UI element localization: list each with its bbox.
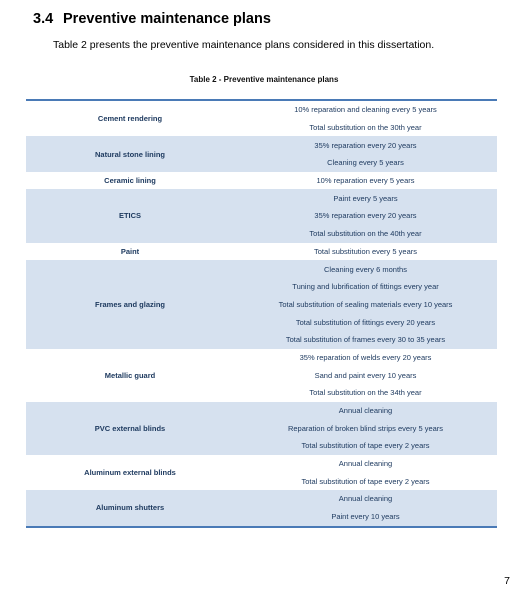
maintenance-action: Annual cleaning — [338, 406, 393, 416]
maintenance-action: Total substitution of frames every 30 to 35 years — [285, 335, 446, 345]
maintenance-action: Tuning and lubrification of fittings every year — [292, 282, 439, 292]
element-name: PVC external blinds — [94, 423, 166, 433]
maintenance-action: Paint every 10 years — [331, 512, 400, 522]
element-name: Natural stone lining — [94, 149, 165, 159]
maintenance-table — [26, 99, 497, 528]
section-heading — [33, 11, 271, 27]
element-name: Ceramic lining — [104, 176, 156, 186]
element-name: Aluminum external blinds — [84, 467, 176, 477]
maintenance-action: Cleaning every 5 years — [327, 158, 404, 168]
action-list — [234, 402, 497, 455]
action-list — [234, 101, 497, 136]
maintenance-action: 10% reparation every 5 years — [316, 176, 415, 186]
action-list — [234, 260, 497, 348]
maintenance-action: Total substitution of sealing materials every 10 years — [278, 299, 453, 309]
action-list — [234, 136, 497, 171]
element-name: Aluminum shutters — [95, 503, 165, 513]
section-title: Preventive maintenance plans — [63, 11, 271, 27]
maintenance-action: Total substitution of tape every 2 years — [301, 476, 430, 486]
action-list — [234, 189, 497, 242]
maintenance-action: Reparation of broken blind strips every 5 years — [287, 423, 444, 433]
table-row — [26, 189, 497, 242]
maintenance-action: Annual cleaning — [338, 459, 393, 469]
table-row — [26, 101, 497, 136]
element-name: Frames and glazing — [94, 299, 166, 309]
element-name: ETICS — [118, 211, 142, 221]
table-row — [26, 402, 497, 455]
element-name: Metallic guard — [104, 370, 156, 380]
table-row — [26, 349, 497, 402]
maintenance-action: 35% reparation every 20 years — [314, 140, 417, 150]
maintenance-action: Sand and paint every 10 years — [314, 370, 417, 380]
action-list — [234, 490, 497, 525]
table-row — [26, 490, 497, 525]
maintenance-action: 10% reparation and cleaning every 5 years — [294, 105, 437, 115]
table-row — [26, 172, 497, 190]
table-row — [26, 136, 497, 171]
table-caption: Table 2 - Preventive maintenance plans — [189, 75, 339, 84]
maintenance-action: Total substitution on the 40th year — [309, 229, 422, 239]
element-name: Cement rendering — [97, 114, 163, 124]
table-row — [26, 243, 497, 261]
maintenance-action: Total substitution of tape every 2 years — [301, 441, 430, 451]
element-name: Paint — [120, 246, 140, 256]
maintenance-action: Paint every 5 years — [333, 193, 398, 203]
maintenance-action: Total substitution of fittings every 20 years — [295, 317, 436, 327]
table-row — [26, 260, 497, 348]
action-list — [234, 455, 497, 490]
maintenance-action: Total substitution every 5 years — [314, 246, 417, 256]
page-number: 7 — [504, 575, 510, 587]
maintenance-action: 35% reparation every 20 years — [314, 211, 417, 221]
table-row — [26, 455, 497, 490]
intro-paragraph: Table 2 presents the preventive maintenance plans considered in this dissertation. — [53, 39, 435, 51]
action-list — [234, 243, 497, 261]
maintenance-action: Total substitution on the 30th year — [309, 123, 422, 133]
maintenance-action: 35% reparation of welds every 20 years — [299, 352, 432, 362]
maintenance-action: Total substitution on the 34th year — [309, 388, 422, 398]
section-number: 3.4 — [33, 11, 54, 27]
action-list — [234, 172, 497, 190]
maintenance-action: Annual cleaning — [338, 494, 393, 504]
maintenance-action: Cleaning every 6 months — [324, 264, 407, 274]
action-list — [234, 349, 497, 402]
